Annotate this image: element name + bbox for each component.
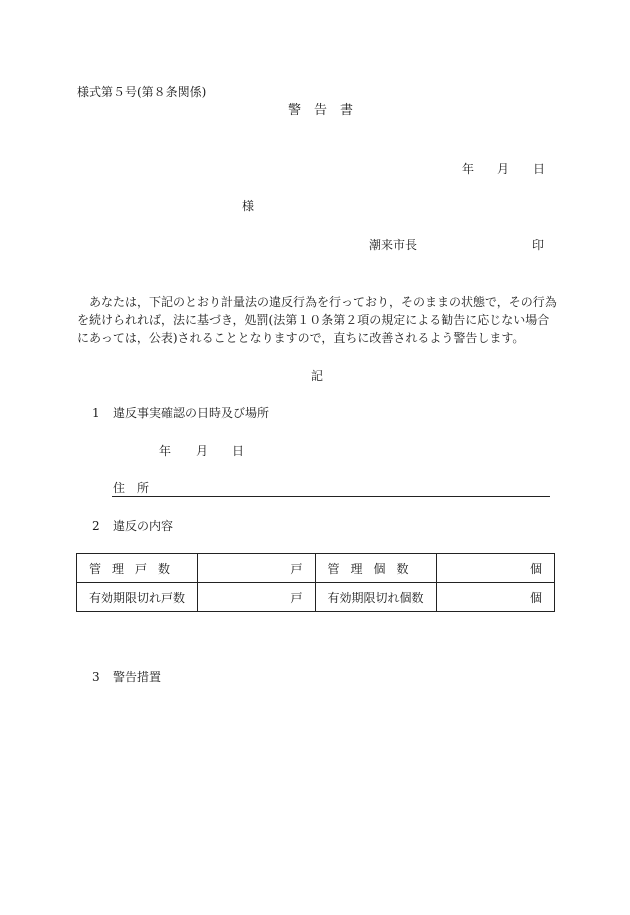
section-3-title: 警告措置: [113, 670, 162, 684]
issuer-name: 潮来市長: [369, 238, 418, 252]
section-1-title: 違反事実確認の日時及び場所: [113, 406, 270, 420]
table-cell-label: 有効期限切れ戸数: [77, 583, 198, 612]
issue-date-day: 日: [533, 162, 546, 176]
section-1-day: 日: [232, 444, 245, 458]
form-header: 様式第５号(第８条関係): [77, 85, 207, 99]
table-cell-unit: 個: [436, 554, 554, 583]
table-cell-unit: 戸: [198, 583, 315, 612]
issue-date-year: 年: [462, 162, 475, 176]
table-cell-unit: 個: [436, 583, 554, 612]
section-1-month: 月: [196, 444, 209, 458]
body-line: を続けられれば，法に基づき，処罰(法第１０条第２項の規定による勧告に応じない場合: [77, 313, 550, 327]
violation-table: [76, 553, 555, 612]
section-3-number: 3: [92, 670, 100, 684]
table-cell-unit: 戸: [198, 554, 315, 583]
ki-heading: 記: [311, 369, 324, 383]
address-label: 住 所: [113, 481, 150, 495]
table-row: [77, 554, 555, 583]
address-line: [112, 480, 550, 497]
section-2-title: 違反の内容: [113, 519, 174, 533]
body-line: あなたは，下記のとおり計量法の違反行為を行っており，そのままの状態で，その行為: [77, 295, 557, 309]
table-cell-label: 管理戸数: [77, 554, 198, 583]
section-2-number: 2: [92, 519, 100, 533]
issuer-seal: 印: [532, 238, 545, 252]
section-1-number: 1: [92, 406, 100, 420]
issue-date-month: 月: [497, 162, 510, 176]
document-title: 警 告 書: [288, 103, 354, 118]
section-1-year: 年: [159, 444, 172, 458]
table-cell-label: 管理個数: [315, 554, 436, 583]
body-line: にあっては，公表)されることとなりますので，直ちに改善されるよう警告します。: [77, 331, 525, 345]
table-cell-label: 有効期限切れ個数: [315, 583, 436, 612]
table-row: [77, 583, 555, 612]
addressee-suffix: 様: [242, 199, 255, 213]
